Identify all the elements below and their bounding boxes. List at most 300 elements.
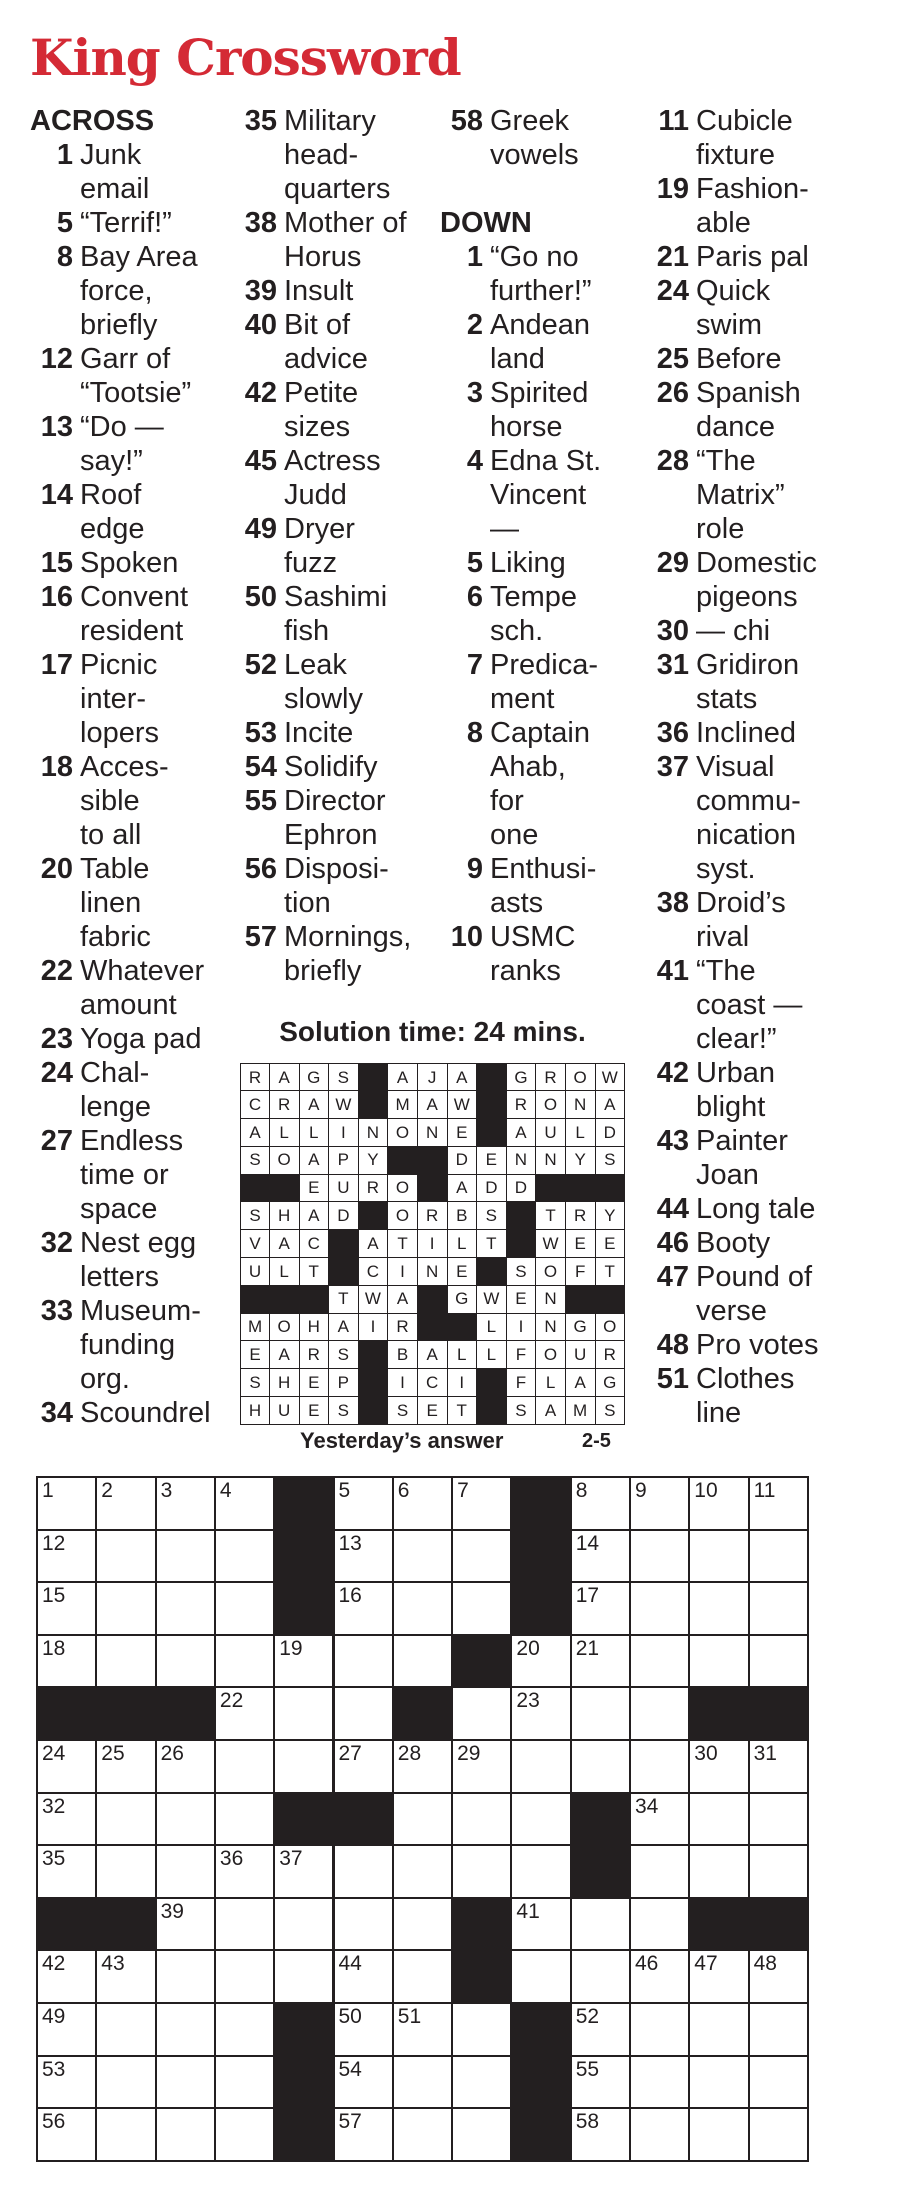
clue-number: 10 (450, 921, 483, 953)
clue-text: Before (696, 343, 782, 375)
clue (234, 512, 439, 580)
clue (646, 1260, 876, 1328)
answer-cell: M (566, 1397, 596, 1425)
answer-cell: G (566, 1313, 596, 1341)
clue-text: “Do — say!” (80, 411, 164, 477)
grid-cell[interactable] (451, 2002, 512, 2057)
clue-text: Sashimi fish (284, 581, 388, 647)
grid-cell[interactable] (688, 2055, 749, 2110)
grid-cell[interactable] (214, 1634, 275, 1689)
clue-column-4 (646, 104, 876, 1430)
clue-number: 56 (244, 853, 277, 885)
clue-number: 42 (656, 1057, 689, 1089)
black-square (510, 1529, 571, 1584)
answer-cell: E (595, 1230, 625, 1258)
answer-cell: A (447, 1063, 477, 1091)
cell-number: 30 (694, 1742, 718, 1765)
clue (234, 580, 439, 648)
grid-cell[interactable] (748, 1739, 809, 1794)
clue-text: “Go no further!” (490, 241, 592, 307)
grid-cell[interactable] (155, 2055, 216, 2110)
answer-cell: A (270, 1063, 300, 1091)
cell-number: 49 (42, 2005, 66, 2028)
grid-cell[interactable] (333, 1529, 394, 1584)
grid-cell[interactable] (155, 1529, 216, 1584)
clue (646, 886, 876, 954)
answer-black-square (329, 1258, 359, 1286)
clue-number: 24 (40, 1057, 73, 1089)
answer-cell: G (299, 1063, 329, 1091)
grid-cell[interactable] (570, 1739, 631, 1794)
grid-cell[interactable] (688, 1739, 749, 1794)
answer-black-square (477, 1258, 507, 1286)
black-square (510, 2055, 571, 2110)
grid-cell[interactable] (95, 1792, 156, 1847)
grid-cell[interactable] (273, 1686, 334, 1741)
answer-cell: S (240, 1202, 270, 1230)
cell-number: 55 (575, 2057, 600, 2081)
answer-cell: L (270, 1258, 300, 1286)
clue-number: 9 (466, 853, 483, 885)
grid-cell[interactable] (392, 1476, 453, 1531)
grid-cell[interactable] (333, 2055, 394, 2110)
answer-cell: L (447, 1341, 477, 1369)
grid-cell[interactable] (155, 2107, 216, 2162)
clue (646, 750, 876, 886)
grid-cell[interactable] (214, 1686, 275, 1741)
grid-cell[interactable] (333, 1686, 394, 1741)
grid-cell[interactable] (155, 1581, 216, 1636)
grid-cell[interactable] (392, 1897, 453, 1952)
grid-cell[interactable] (688, 1529, 749, 1584)
grid-cell[interactable] (333, 1581, 394, 1636)
grid-cell[interactable] (629, 1581, 690, 1636)
clue (30, 478, 230, 546)
clue (646, 342, 876, 376)
answer-black-square (358, 1369, 388, 1397)
grid-cell[interactable] (629, 1897, 690, 1952)
answer-cell: E (447, 1119, 477, 1147)
grid-cell[interactable] (36, 1634, 97, 1689)
grid-cell[interactable] (629, 1739, 690, 1794)
grid-cell[interactable] (214, 1529, 275, 1584)
grid-cell[interactable] (451, 1739, 512, 1794)
clue-number: 53 (244, 717, 277, 749)
clue-number: 13 (40, 411, 73, 443)
answer-cell: H (240, 1397, 270, 1425)
grid-cell[interactable] (570, 1949, 631, 2004)
answer-cell: S (506, 1397, 536, 1425)
grid-cell[interactable] (629, 2002, 690, 2057)
grid-cell[interactable] (688, 2002, 749, 2057)
answer-cell: R (358, 1174, 388, 1202)
cell-number: 20 (516, 1636, 540, 1660)
grid-cell[interactable] (570, 1476, 631, 1531)
clue-text: Cubicle fixture (696, 105, 793, 171)
answer-cell: C (240, 1091, 270, 1119)
answer-cell: N (536, 1285, 566, 1313)
clue (234, 308, 439, 376)
grid-cell[interactable] (748, 1529, 809, 1584)
grid-cell[interactable] (510, 1792, 571, 1847)
clue-number: 26 (656, 377, 689, 409)
grid-cell[interactable] (748, 1792, 809, 1847)
grid-cell[interactable] (570, 2055, 631, 2110)
grid-cell[interactable] (570, 1686, 631, 1741)
clue-number: 38 (244, 207, 277, 239)
clue (646, 614, 876, 648)
answer-black-square (358, 1091, 388, 1119)
answer-black-square (270, 1285, 300, 1313)
grid-cell[interactable] (570, 2107, 631, 2162)
grid-cell[interactable] (36, 2055, 97, 2110)
solution-time: Solution time: 24 mins. (279, 1016, 586, 1047)
clue-text: Scoundrel (80, 1397, 211, 1429)
grid-cell[interactable] (155, 1634, 216, 1689)
answer-black-square (240, 1174, 270, 1202)
grid-cell[interactable] (688, 2107, 749, 2162)
grid-cell[interactable] (95, 1581, 156, 1636)
grid-cell[interactable] (392, 1581, 453, 1636)
answer-cell: O (536, 1091, 566, 1119)
answer-black-square (388, 1146, 418, 1174)
grid-cell[interactable] (688, 1476, 749, 1531)
grid-cell[interactable] (451, 1476, 512, 1531)
grid-cell[interactable] (333, 1949, 394, 2004)
grid-cell[interactable] (214, 1792, 275, 1847)
grid-cell[interactable] (451, 1792, 512, 1847)
cell-number: 37 (279, 1847, 303, 1871)
grid-cell[interactable] (392, 1529, 453, 1584)
grid-cell[interactable] (95, 1739, 156, 1794)
grid-cell[interactable] (95, 1476, 156, 1531)
grid-cell[interactable] (214, 1476, 275, 1531)
grid-cell[interactable] (688, 1844, 749, 1899)
grid-cell[interactable] (392, 1844, 453, 1899)
grid-cell[interactable] (36, 1844, 97, 1899)
answer-cell: A (299, 1146, 329, 1174)
black-square (510, 1476, 571, 1531)
clue (234, 852, 439, 920)
clue-text: Fashion- able (696, 173, 809, 239)
grid-cell[interactable] (392, 2107, 453, 2162)
grid-cell[interactable] (36, 1949, 97, 2004)
clue-number: 50 (244, 581, 277, 613)
answer-cell: T (329, 1285, 359, 1313)
grid-cell[interactable] (36, 1476, 97, 1531)
grid-cell[interactable] (570, 1897, 631, 1952)
answer-cell: A (240, 1119, 270, 1147)
grid-cell[interactable] (333, 1634, 394, 1689)
cell-number: 25 (101, 1742, 125, 1765)
answer-cell: G (506, 1063, 536, 1091)
grid-cell[interactable] (392, 2055, 453, 2110)
grid-cell[interactable] (36, 1739, 97, 1794)
cell-number: 19 (279, 1636, 303, 1660)
grid-cell[interactable] (510, 1739, 571, 1794)
answer-cell: S (329, 1063, 359, 1091)
grid-cell[interactable] (214, 2002, 275, 2057)
grid-cell[interactable] (570, 1529, 631, 1584)
grid-cell[interactable] (688, 1792, 749, 1847)
grid-cell[interactable] (392, 1949, 453, 2004)
clue (646, 546, 876, 614)
answer-cell: A (299, 1202, 329, 1230)
grid-cell[interactable] (510, 1686, 571, 1741)
answer-cell: A (418, 1091, 448, 1119)
grid-cell[interactable] (155, 1739, 216, 1794)
grid-cell[interactable] (688, 1581, 749, 1636)
down-header: DOWN (440, 207, 532, 239)
clue-text: Long tale (696, 1193, 816, 1225)
grid-cell[interactable] (748, 1581, 809, 1636)
grid-cell[interactable] (451, 2107, 512, 2162)
grid-cell[interactable] (629, 1844, 690, 1899)
grid-cell[interactable] (392, 2002, 453, 2057)
answer-cell: O (388, 1174, 418, 1202)
grid-cell[interactable] (510, 1634, 571, 1689)
grid-cell[interactable] (629, 2055, 690, 2110)
grid-cell[interactable] (273, 1844, 334, 1899)
answer-cell: O (388, 1202, 418, 1230)
cell-number: 34 (635, 1794, 659, 1818)
answer-cell: N (418, 1119, 448, 1147)
clue (30, 580, 230, 648)
grid-cell[interactable] (273, 1634, 334, 1689)
clue-number: 18 (40, 751, 73, 783)
answer-cell: U (329, 1174, 359, 1202)
clue (30, 648, 230, 750)
grid-cell[interactable] (155, 1844, 216, 1899)
grid-cell[interactable] (36, 1529, 97, 1584)
clue (646, 376, 876, 444)
black-square (273, 1529, 334, 1584)
across-header: ACROSS (30, 105, 155, 137)
black-square (510, 2107, 571, 2162)
grid-cell[interactable] (214, 1949, 275, 2004)
grid-cell[interactable] (392, 1792, 453, 1847)
answer-black-square (358, 1063, 388, 1091)
grid-cell[interactable] (95, 2107, 156, 2162)
grid-cell[interactable] (214, 2055, 275, 2110)
answer-cell: A (566, 1369, 596, 1397)
grid-cell[interactable] (333, 1844, 394, 1899)
grid-cell[interactable] (748, 1476, 809, 1531)
cell-number: 28 (397, 1742, 422, 1765)
grid-cell[interactable] (570, 1634, 631, 1689)
cell-number: 57 (338, 2110, 362, 2134)
grid-cell[interactable] (510, 1897, 571, 1952)
grid-cell[interactable] (95, 1529, 156, 1584)
black-square (510, 2002, 571, 2057)
cell-number: 8 (575, 1479, 588, 1502)
grid-cell[interactable] (333, 2107, 394, 2162)
clue-text: Picnic inter- lopers (80, 649, 159, 749)
clue-number: 17 (40, 649, 73, 681)
grid-cell[interactable] (748, 1634, 809, 1689)
answer-black-square (477, 1091, 507, 1119)
clue-text: Droid’s rival (696, 887, 786, 953)
grid-cell[interactable] (451, 1844, 512, 1899)
answer-cell: Y (595, 1202, 625, 1230)
clue (234, 104, 439, 206)
black-square (451, 1949, 512, 2004)
black-square (273, 1792, 334, 1847)
clue-number: 48 (656, 1329, 689, 1361)
puzzle-date: 2-5 (582, 1430, 611, 1452)
clue (646, 240, 876, 274)
cell-number: 17 (575, 1584, 600, 1608)
grid-cell[interactable] (155, 1792, 216, 1847)
clue-text: Inclined (696, 717, 796, 749)
grid-cell[interactable] (95, 1634, 156, 1689)
answer-cell: G (447, 1285, 477, 1313)
grid-cell[interactable] (95, 1949, 156, 2004)
clue-text: Enthusi- asts (490, 853, 597, 919)
answer-black-square (418, 1146, 448, 1174)
clue-number: 34 (40, 1397, 73, 1429)
answer-black-square (358, 1202, 388, 1230)
answer-cell: W (329, 1091, 359, 1119)
answer-cell: S (329, 1341, 359, 1369)
grid-cell[interactable] (688, 1949, 749, 2004)
answer-cell: W (447, 1091, 477, 1119)
answer-black-square (477, 1397, 507, 1425)
grid-cell[interactable] (510, 1844, 571, 1899)
grid-cell[interactable] (748, 2002, 809, 2057)
clue (30, 852, 230, 954)
grid-cell[interactable] (688, 1634, 749, 1689)
clue-text: Garr of “Tootsie” (80, 343, 192, 409)
black-square (688, 1897, 749, 1952)
grid-cell[interactable] (36, 2107, 97, 2162)
grid-cell[interactable] (214, 1844, 275, 1899)
black-square (570, 1792, 631, 1847)
grid-cell[interactable] (36, 1581, 97, 1636)
clue (646, 954, 876, 1056)
clue-text: Leak slowly (284, 649, 363, 715)
grid-cell[interactable] (392, 1739, 453, 1794)
answer-cell: L (536, 1369, 566, 1397)
grid-cell[interactable] (629, 1529, 690, 1584)
grid-cell[interactable] (570, 2002, 631, 2057)
grid-cell[interactable] (748, 2107, 809, 2162)
clue (30, 1056, 230, 1124)
black-square (392, 1686, 453, 1741)
grid-cell[interactable] (333, 1739, 394, 1794)
grid-cell[interactable] (155, 1476, 216, 1531)
grid-cell[interactable] (392, 1634, 453, 1689)
cell-number: 42 (42, 1952, 66, 1976)
grid-cell[interactable] (629, 1792, 690, 1847)
clue (646, 648, 876, 716)
black-square (451, 1634, 512, 1689)
grid-cell[interactable] (451, 1686, 512, 1741)
grid-cell[interactable] (333, 1897, 394, 1952)
answer-cell: W (477, 1285, 507, 1313)
clue (646, 1328, 876, 1362)
answer-cell: F (506, 1341, 536, 1369)
grid-cell[interactable] (629, 1686, 690, 1741)
black-square (510, 1581, 571, 1636)
clue-number: 30 (656, 615, 689, 647)
answer-cell: W (595, 1063, 625, 1091)
clue (440, 920, 640, 988)
grid-cell[interactable] (748, 1949, 809, 2004)
grid-cell[interactable] (629, 2107, 690, 2162)
answer-cell: A (536, 1397, 566, 1425)
grid-cell[interactable] (95, 2002, 156, 2057)
grid-cell[interactable] (273, 1739, 334, 1794)
grid-cell[interactable] (333, 1476, 394, 1531)
clue (440, 240, 640, 308)
grid-cell[interactable] (273, 1897, 334, 1952)
grid-cell[interactable] (95, 2055, 156, 2110)
grid-cell[interactable] (451, 1529, 512, 1584)
answer-cell: U (566, 1341, 596, 1369)
black-square (273, 1581, 334, 1636)
grid-cell[interactable] (570, 1581, 631, 1636)
cell-number: 44 (338, 1952, 362, 1976)
grid-cell[interactable] (629, 1634, 690, 1689)
grid-cell[interactable] (333, 2002, 394, 2057)
answer-cell: Y (566, 1146, 596, 1174)
grid-cell[interactable] (748, 1844, 809, 1899)
cell-number: 31 (753, 1742, 777, 1765)
clue-number: 45 (244, 445, 277, 477)
clue (234, 716, 439, 750)
clue-number: 32 (40, 1227, 73, 1259)
grid-cell[interactable] (451, 2055, 512, 2110)
grid-cell[interactable] (629, 1476, 690, 1531)
answer-black-square (506, 1230, 536, 1258)
black-square (273, 1476, 334, 1531)
answer-cell: W (536, 1230, 566, 1258)
clue-text: Captain Ahab, for one (490, 717, 590, 851)
grid-cell[interactable] (629, 1949, 690, 2004)
grid-cell[interactable] (214, 1739, 275, 1794)
grid-cell[interactable] (510, 1949, 571, 2004)
grid-cell[interactable] (451, 1581, 512, 1636)
grid-cell[interactable] (214, 1581, 275, 1636)
grid-cell[interactable] (273, 1949, 334, 2004)
clue-number: 44 (656, 1193, 689, 1225)
cell-number: 11 (753, 1479, 776, 1502)
grid-cell[interactable] (214, 2107, 275, 2162)
answer-black-square (270, 1174, 300, 1202)
clue-number: 58 (450, 105, 483, 137)
answer-cell: U (536, 1119, 566, 1147)
answer-cell: L (477, 1341, 507, 1369)
cell-number: 56 (42, 2110, 66, 2134)
grid-cell[interactable] (95, 1844, 156, 1899)
grid-cell[interactable] (155, 2002, 216, 2057)
grid-cell[interactable] (155, 1949, 216, 2004)
black-square (748, 1897, 809, 1952)
clue-text: Quick swim (696, 275, 771, 341)
clue-text: Yoga pad (80, 1023, 202, 1055)
answer-cell: B (447, 1202, 477, 1230)
grid-cell[interactable] (748, 2055, 809, 2110)
answer-cell: A (388, 1063, 418, 1091)
grid-cell[interactable] (36, 2002, 97, 2057)
grid-cell[interactable] (214, 1897, 275, 1952)
cell-number: 32 (42, 1794, 66, 1818)
clue-text: Tempe sch. (490, 581, 578, 647)
grid-cell[interactable] (155, 1897, 216, 1952)
grid-cell[interactable] (36, 1792, 97, 1847)
clue-text: Director Ephron (284, 785, 386, 851)
